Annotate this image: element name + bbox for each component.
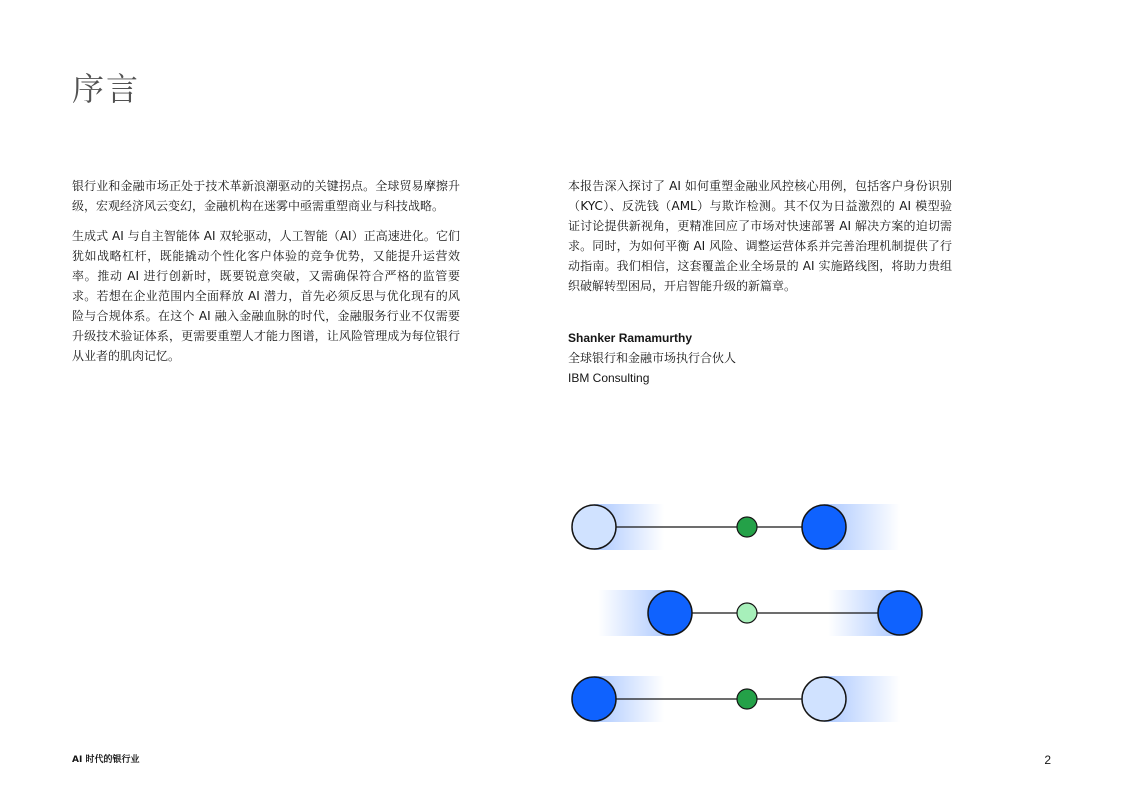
left-column	[72, 176, 460, 376]
signature-name: Shanker Ramamurthy	[568, 331, 693, 345]
page-number: 2	[1044, 753, 1051, 767]
light-green-dot	[737, 603, 757, 623]
light-circle	[802, 677, 846, 721]
green-dot	[737, 689, 757, 709]
right-paragraph-1: 本报告深入探讨了 AI 如何重塑金融业风控核心用例，包括客户身份识别（KYC）、反洗钱（AML）与欺诈检测。其不仅为日益激烈的 AI 模型验证讨论提供新视角，更精准回应了市场对快速部署 AI 解决方案的迫切需求。同时，为如何平衡 AI 风险、调整运营体系并完善治理机制提供了行动指南。我们相信，这套覆盖企业全场景的 AI 实施路线图，将助力贵组织破解转型困局，开启智能升级的新篇章。	[568, 179, 952, 293]
graphic-row-1	[572, 504, 900, 550]
graphic-row-2	[598, 590, 922, 636]
right-column	[568, 176, 952, 388]
left-paragraph-2: 生成式 AI 与自主智能体 AI 双轮驱动，人工智能（AI）正高速进化。它们犹如战略杠杆，既能撬动个性化客户体验的竞争优势，又能提升运营效率。推动 AI 进行创新时，既要锐意突破，又需确保符合严格的监管要求。若想在企业范围内全面释放 AI 潜力，首先必须反思与优化现有的风险与合规体系。在这个 AI 融入金融血脉的时代，金融服务行业不仅需要升级技术验证体系，更需要重塑人才能力图谱，让风险管理成为每位银行从业者的肌肉记忆。	[72, 229, 460, 363]
blue-circle	[648, 591, 692, 635]
green-dot	[737, 517, 757, 537]
signature-block	[568, 328, 952, 388]
left-paragraph-1: 银行业和金融市场正处于技术革新浪潮驱动的关键拐点。全球贸易摩擦升级，宏观经济风云变幻，金融机构在迷雾中亟需重塑商业与科技战略。	[72, 179, 460, 213]
page-title: 序言	[72, 70, 141, 108]
signature-role: 全球银行和金融市场执行合伙人	[568, 351, 737, 365]
footer-document-title: AI 时代的银行业	[72, 755, 140, 765]
signature-org: IBM Consulting	[568, 371, 650, 385]
light-circle	[572, 505, 616, 549]
graphic-row-3	[572, 676, 900, 722]
decorative-graphic	[560, 492, 940, 732]
blue-circle	[572, 677, 616, 721]
blue-circle	[802, 505, 846, 549]
blue-circle	[878, 591, 922, 635]
